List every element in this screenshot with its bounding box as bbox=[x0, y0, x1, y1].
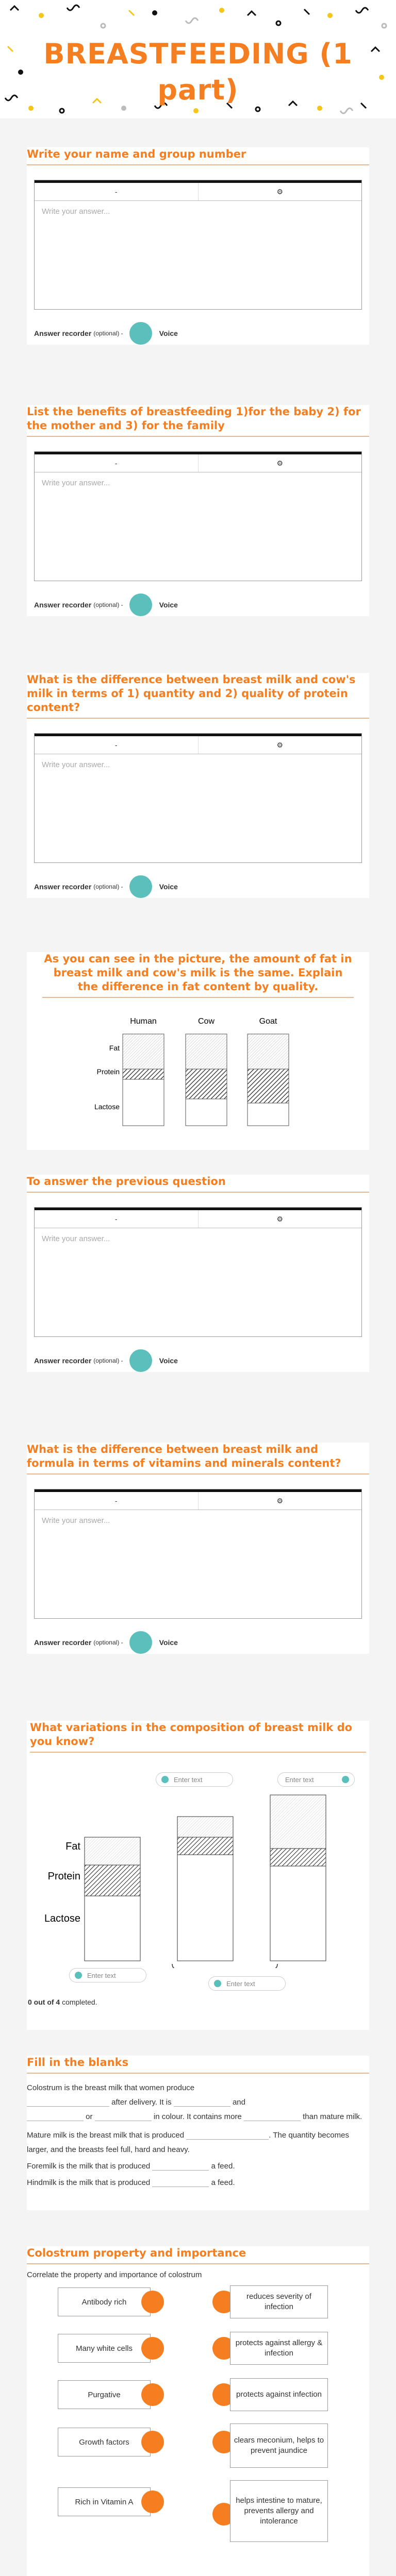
row-label: Fat bbox=[65, 1841, 80, 1852]
fill-blank-sentence bbox=[27, 2176, 369, 2190]
question-title: What is the difference between breast milk and cow's milk in terms of 1) quantity and 2) quality of protein content? bbox=[27, 673, 369, 719]
minus-tool-button[interactable]: - bbox=[114, 1215, 118, 1223]
answer-editor bbox=[34, 1489, 362, 1619]
question-card-variations bbox=[27, 1721, 369, 2030]
blank-input[interactable] bbox=[174, 2098, 230, 2107]
match-left-item[interactable]: Many white cells bbox=[58, 2334, 151, 2363]
editor-toolbar bbox=[35, 1489, 361, 1510]
goat-bar bbox=[248, 1034, 289, 1126]
enter-text-placeholder: Enter text bbox=[285, 1775, 314, 1784]
recorder-label: Answer recorder bbox=[34, 1357, 92, 1365]
minus-tool-button[interactable]: - bbox=[114, 459, 118, 467]
sentence-text: after delivery. It is bbox=[111, 2098, 172, 2107]
recorder-optional: (optional) - bbox=[93, 883, 123, 890]
match-right-item[interactable]: reduces severity of infection bbox=[230, 2285, 328, 2318]
answer-input[interactable]: Write your answer... bbox=[42, 479, 110, 487]
answer-recorder bbox=[34, 875, 362, 898]
question-card-benefits bbox=[27, 405, 369, 616]
answer-recorder bbox=[34, 594, 362, 616]
blank-input[interactable] bbox=[95, 2113, 152, 2121]
drag-handle-icon[interactable] bbox=[75, 1972, 82, 1979]
sentence-text: a feed. bbox=[211, 2162, 235, 2171]
completion-count: 0 out of 4 bbox=[28, 1998, 60, 2006]
blank-input[interactable] bbox=[186, 2131, 269, 2140]
recorder-label: Answer recorder bbox=[34, 601, 92, 609]
editor-toolbar bbox=[35, 1208, 361, 1228]
fill-blank-sentence bbox=[27, 2081, 369, 2124]
question-title: What variations in the composition of breast milk do you know? bbox=[30, 1721, 366, 1753]
question-card-fat-figure bbox=[27, 952, 369, 1150]
blank-input[interactable] bbox=[152, 2162, 209, 2171]
minus-tool-button[interactable]: - bbox=[114, 741, 118, 749]
question-title: Write your name and group number bbox=[27, 147, 369, 165]
matching-instruction: Correlate the property and importance of colostrum bbox=[27, 2270, 202, 2279]
voice-label: Voice bbox=[159, 329, 178, 337]
editor-toolbar bbox=[35, 180, 361, 201]
group-brace bbox=[172, 1964, 277, 1968]
sentence-text: than mature milk. bbox=[303, 2112, 362, 2121]
drag-handle-icon[interactable] bbox=[342, 1776, 349, 1783]
completion-status bbox=[28, 1998, 97, 2006]
fill-blank-sentence bbox=[27, 2159, 369, 2174]
recorder-optional: (optional) - bbox=[93, 1357, 123, 1364]
row-label: Lactose bbox=[94, 1103, 120, 1111]
sentence-text: Hindmilk is the milk that is produced bbox=[27, 2178, 151, 2187]
milk-composition-figure bbox=[42, 1013, 354, 1147]
column-label: Goat bbox=[259, 1017, 277, 1026]
sentence-text: . The quantity becomes larger, and the breasts feel full, hard and heavy. bbox=[27, 2131, 349, 2154]
recorder-optional: (optional) - bbox=[93, 601, 123, 608]
blank-input[interactable] bbox=[27, 2098, 109, 2107]
voice-label: Voice bbox=[159, 1638, 178, 1647]
answer-recorder bbox=[34, 322, 362, 345]
voice-label: Voice bbox=[159, 1357, 178, 1365]
recorder-label: Answer recorder bbox=[34, 329, 92, 337]
question-title: List the benefits of breastfeeding 1)for the baby 2) for the mother and 3) for the family bbox=[27, 405, 369, 437]
match-left-item[interactable]: Antibody rich bbox=[58, 2287, 151, 2316]
human-bar bbox=[123, 1034, 164, 1126]
fill-blank-sentence bbox=[27, 2128, 369, 2157]
settings-icon[interactable]: ⚙ bbox=[198, 1210, 362, 1228]
column-label: Human bbox=[130, 1017, 157, 1026]
question-title: Fill in the blanks bbox=[27, 2056, 369, 2074]
composition-diagram bbox=[27, 1793, 369, 1968]
match-connector[interactable] bbox=[141, 2291, 164, 2313]
question-card-vitamins bbox=[27, 1443, 369, 1654]
match-left-item[interactable]: Purgative bbox=[58, 2380, 151, 2409]
column-label: Cow bbox=[197, 1017, 215, 1026]
editor-toolbar bbox=[35, 734, 361, 754]
record-button[interactable] bbox=[129, 1349, 152, 1372]
question-card-protein bbox=[27, 673, 369, 898]
match-left-item[interactable]: Growth factors bbox=[58, 2428, 151, 2456]
recorder-label: Answer recorder bbox=[34, 1638, 92, 1647]
question-title: To answer the previous question bbox=[27, 1175, 369, 1193]
answer-input[interactable]: Write your answer... bbox=[42, 207, 110, 216]
match-connector[interactable] bbox=[141, 2383, 164, 2406]
title-banner bbox=[0, 0, 396, 118]
answer-editor bbox=[34, 1207, 362, 1337]
recorder-optional: (optional) - bbox=[93, 330, 123, 337]
record-button[interactable] bbox=[129, 322, 152, 345]
enter-text-field[interactable] bbox=[277, 1772, 355, 1787]
blank-input[interactable] bbox=[27, 2113, 84, 2121]
sentence-text: in colour. It contains more bbox=[153, 2112, 242, 2121]
match-connector[interactable] bbox=[141, 2337, 164, 2360]
voice-label: Voice bbox=[159, 601, 178, 609]
record-button[interactable] bbox=[129, 1631, 152, 1654]
record-button[interactable] bbox=[129, 594, 152, 616]
row-label: Lactose bbox=[44, 1913, 80, 1924]
sentence-text: and bbox=[232, 2098, 245, 2107]
minus-tool-button[interactable]: - bbox=[114, 188, 118, 196]
enter-text-field[interactable] bbox=[156, 1772, 233, 1787]
settings-icon[interactable]: ⚙ bbox=[198, 1492, 362, 1510]
drag-handle-icon[interactable] bbox=[161, 1776, 169, 1783]
enter-text-placeholder: Enter text bbox=[174, 1775, 203, 1784]
answer-input[interactable]: Write your answer... bbox=[42, 1234, 110, 1243]
enter-text-field[interactable] bbox=[208, 1976, 286, 1991]
answer-input[interactable]: Write your answer... bbox=[42, 760, 110, 769]
question-card-fill-blanks bbox=[27, 2056, 369, 2210]
match-left-item[interactable]: Rich in Vitamin A bbox=[58, 2487, 151, 2516]
match-right-item[interactable]: helps intestine to mature, prevents allergy and intolerance bbox=[230, 2480, 328, 2542]
record-button[interactable] bbox=[129, 875, 152, 898]
enter-text-placeholder: Enter text bbox=[226, 1979, 255, 1988]
question-card-matching bbox=[27, 2246, 369, 2576]
match-connector[interactable] bbox=[141, 2431, 164, 2453]
question-title: Colostrum property and importance bbox=[27, 2246, 369, 2264]
match-right-item[interactable]: clears meconium, helps to prevent jaundice bbox=[230, 2424, 328, 2468]
voice-label: Voice bbox=[159, 883, 178, 891]
match-connector[interactable] bbox=[141, 2490, 164, 2513]
editor-toolbar bbox=[35, 452, 361, 472]
settings-icon[interactable]: ⚙ bbox=[198, 736, 362, 754]
row-label: Fat bbox=[109, 1044, 120, 1052]
cow-bar bbox=[186, 1034, 227, 1126]
sentence-text: a feed. bbox=[211, 2178, 235, 2187]
row-label: Protein bbox=[47, 1871, 80, 1882]
answer-editor bbox=[34, 180, 362, 310]
drag-handle-icon[interactable] bbox=[214, 1980, 221, 1987]
answer-editor bbox=[34, 733, 362, 863]
enter-text-placeholder: Enter text bbox=[87, 1971, 116, 1979]
answer-editor bbox=[34, 451, 362, 581]
enter-text-field[interactable] bbox=[69, 1968, 146, 1982]
sentence-text: Colostrum is the breast milk that women produce bbox=[27, 2083, 195, 2092]
blank-input[interactable] bbox=[244, 2113, 301, 2121]
match-right-item[interactable]: protects against allergy & infection bbox=[230, 2332, 328, 2365]
question-card-name bbox=[27, 147, 369, 345]
sentence-text: or bbox=[86, 2112, 93, 2121]
question-card-previous bbox=[27, 1175, 369, 1372]
question-title: As you can see in the picture, the amount of fat in breast milk and cow's milk is the same. Explain the difference in fat content by quality. bbox=[42, 952, 354, 998]
match-right-item[interactable]: protects against infection bbox=[230, 2378, 328, 2411]
completion-suffix: completed. bbox=[60, 1998, 97, 2006]
row-label: Protein bbox=[96, 1067, 120, 1076]
settings-icon[interactable]: ⚙ bbox=[198, 454, 362, 472]
minus-tool-button[interactable]: - bbox=[114, 1497, 118, 1505]
page-title: BREASTFEEDING (1 part) bbox=[43, 38, 353, 106]
recorder-optional: (optional) - bbox=[93, 1639, 123, 1646]
sentence-text: Mature milk is the breast milk that is produced bbox=[27, 2131, 185, 2140]
answer-input[interactable]: Write your answer... bbox=[42, 1516, 110, 1525]
answer-recorder bbox=[34, 1349, 362, 1372]
blank-input[interactable] bbox=[152, 2179, 209, 2187]
settings-icon[interactable]: ⚙ bbox=[198, 183, 362, 200]
question-title: What is the difference between breast milk and formula in terms of vitamins and minerals content? bbox=[27, 1443, 369, 1475]
sentence-text: Foremilk is the milk that is produced bbox=[27, 2162, 151, 2171]
recorder-label: Answer recorder bbox=[34, 883, 92, 891]
answer-recorder bbox=[34, 1631, 362, 1654]
